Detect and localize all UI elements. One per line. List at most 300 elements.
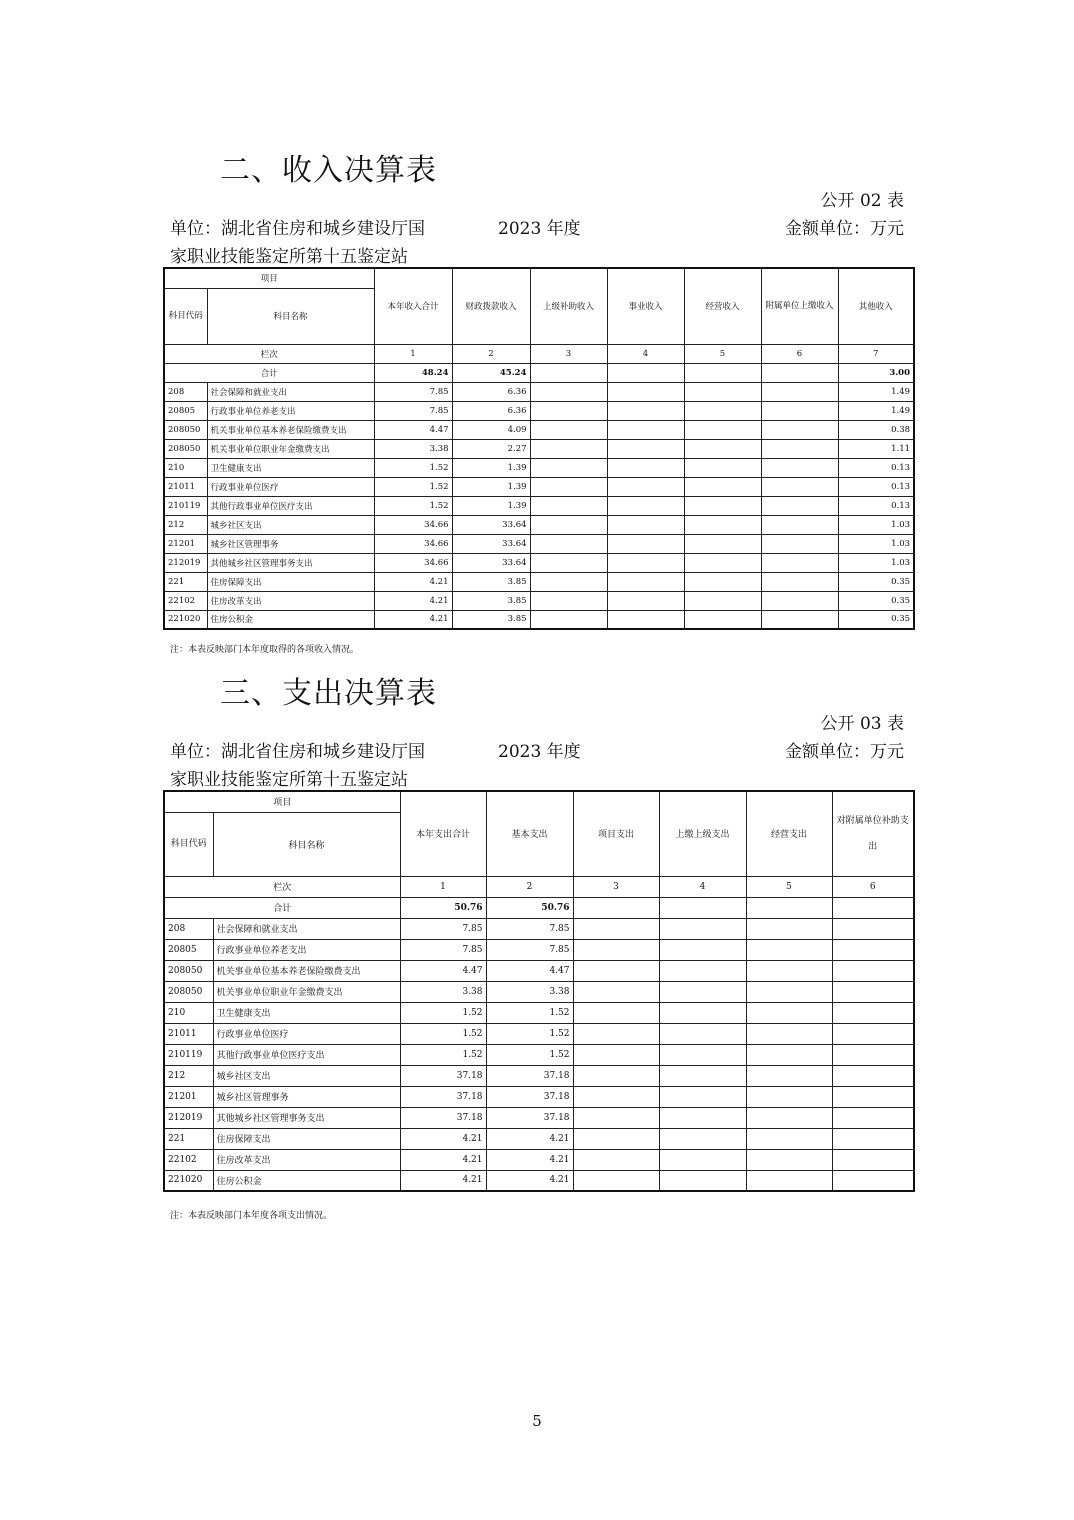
subject-name: 住房保障支出	[207, 572, 374, 591]
subject-name: 住房改革支出	[213, 1149, 400, 1170]
amount-cell	[746, 1170, 832, 1191]
amount-cell: 4.21	[486, 1149, 573, 1170]
amount-cell: 1.52	[486, 1023, 573, 1044]
amount-cell	[746, 1044, 832, 1065]
income-header-item: 项目	[164, 268, 374, 288]
amount-cell	[573, 1170, 659, 1191]
amount-cell	[530, 515, 607, 534]
table-row	[164, 534, 914, 553]
income-total-value: 3.00	[838, 363, 914, 382]
amount-cell	[746, 1107, 832, 1128]
amount-cell: 1.03	[838, 515, 914, 534]
expense-header-col: 本年支出合计	[400, 791, 486, 876]
amount-cell: 37.18	[400, 1086, 486, 1107]
amount-cell: 37.18	[486, 1086, 573, 1107]
amount-cell	[530, 458, 607, 477]
amount-cell: 1.52	[374, 458, 452, 477]
amount-cell	[659, 1107, 746, 1128]
amount-cell: 34.66	[374, 515, 452, 534]
table-row	[164, 477, 914, 496]
amount-cell	[659, 960, 746, 981]
amount-cell	[684, 401, 761, 420]
income-unit-line2: 家职业技能鉴定所第十五鉴定站	[170, 247, 408, 267]
amount-cell	[607, 515, 684, 534]
amount-cell: 4.21	[374, 610, 452, 629]
subject-name: 城乡社区支出	[213, 1065, 400, 1086]
amount-cell	[607, 439, 684, 458]
subject-code: 20805	[164, 401, 207, 420]
subject-code: 20805	[164, 939, 213, 960]
subject-name: 其他城乡社区管理事务支出	[207, 553, 374, 572]
amount-cell	[573, 1149, 659, 1170]
amount-cell: 1.03	[838, 534, 914, 553]
amount-cell	[746, 981, 832, 1002]
expense-col-number: 2	[486, 876, 573, 897]
table-row	[164, 1086, 914, 1107]
amount-cell	[530, 553, 607, 572]
expense-rows	[164, 918, 914, 1191]
amount-cell: 3.38	[374, 439, 452, 458]
table-row	[164, 1065, 914, 1086]
expense-header-name: 科目名称	[213, 812, 400, 876]
amount-cell	[573, 1044, 659, 1065]
table-row	[164, 515, 914, 534]
table-row	[164, 960, 914, 981]
expense-col-number: 3	[573, 876, 659, 897]
subject-name: 机关事业单位基本养老保险缴费支出	[213, 960, 400, 981]
amount-cell	[761, 382, 838, 401]
amount-cell	[761, 591, 838, 610]
amount-cell: 3.85	[452, 610, 530, 629]
table-row	[164, 939, 914, 960]
amount-cell	[761, 401, 838, 420]
subject-code: 208050	[164, 420, 207, 439]
amount-cell: 3.38	[486, 981, 573, 1002]
amount-cell: 33.64	[452, 553, 530, 572]
amount-cell	[659, 981, 746, 1002]
expense-unit-line1: 单位：湖北省住房和城乡建设厅国	[170, 742, 425, 762]
income-header-col: 财政拨款收入	[452, 268, 530, 344]
subject-name: 住房改革支出	[207, 591, 374, 610]
subject-name: 卫生健康支出	[207, 458, 374, 477]
amount-cell	[530, 572, 607, 591]
amount-cell	[659, 1149, 746, 1170]
income-form-number: 公开 02 表	[820, 191, 904, 211]
amount-cell	[761, 572, 838, 591]
amount-cell	[746, 1002, 832, 1023]
amount-cell: 1.52	[400, 1023, 486, 1044]
amount-cell	[573, 1023, 659, 1044]
income-header-col: 本年收入合计	[374, 268, 452, 344]
amount-cell: 1.52	[486, 1044, 573, 1065]
amount-cell	[761, 477, 838, 496]
amount-cell	[832, 1170, 914, 1191]
amount-cell	[832, 1107, 914, 1128]
amount-cell: 0.13	[838, 496, 914, 515]
amount-cell	[832, 1023, 914, 1044]
amount-cell	[746, 1128, 832, 1149]
amount-cell	[684, 477, 761, 496]
amount-cell: 7.85	[400, 918, 486, 939]
amount-cell	[607, 420, 684, 439]
amount-cell	[530, 477, 607, 496]
amount-cell	[607, 534, 684, 553]
amount-cell	[573, 981, 659, 1002]
amount-cell: 37.18	[400, 1107, 486, 1128]
amount-cell	[761, 515, 838, 534]
amount-cell	[607, 572, 684, 591]
amount-cell	[684, 610, 761, 629]
amount-cell: 33.64	[452, 534, 530, 553]
amount-cell: 4.21	[374, 572, 452, 591]
amount-cell	[684, 572, 761, 591]
expense-note: 注：本表反映部门本年度各项支出情况。	[170, 1211, 333, 1221]
amount-cell: 37.18	[400, 1065, 486, 1086]
income-header-col: 事业收入	[607, 268, 684, 344]
subject-code: 21011	[164, 1023, 213, 1044]
amount-cell	[607, 382, 684, 401]
expense-col-number: 6	[832, 876, 914, 897]
income-total-value: 45.24	[452, 363, 530, 382]
subject-code: 221	[164, 1128, 213, 1149]
amount-cell: 34.66	[374, 553, 452, 572]
amount-cell	[607, 458, 684, 477]
amount-cell	[684, 496, 761, 515]
table-row	[164, 1002, 914, 1023]
income-header-col: 经营收入	[684, 268, 761, 344]
table-row	[164, 458, 914, 477]
subject-name: 城乡社区管理事务	[207, 534, 374, 553]
amount-cell	[832, 1065, 914, 1086]
subject-name: 住房公积金	[213, 1170, 400, 1191]
expense-total-value	[746, 897, 832, 918]
income-total-value	[684, 363, 761, 382]
subject-name: 其他行政事业单位医疗支出	[207, 496, 374, 515]
amount-cell: 3.38	[400, 981, 486, 1002]
expense-header-col: 对附属单位补助支出	[832, 791, 914, 876]
amount-cell	[659, 1023, 746, 1044]
income-title: 二、收入决算表	[220, 153, 437, 188]
amount-cell	[761, 458, 838, 477]
expense-total-value: 50.76	[400, 897, 486, 918]
subject-code: 221	[164, 572, 207, 591]
amount-cell	[684, 382, 761, 401]
amount-cell	[607, 401, 684, 420]
amount-cell: 1.03	[838, 553, 914, 572]
subject-name: 卫生健康支出	[213, 1002, 400, 1023]
amount-cell: 4.21	[400, 1128, 486, 1149]
subject-name: 城乡社区管理事务	[213, 1086, 400, 1107]
amount-cell: 4.21	[400, 1170, 486, 1191]
subject-code: 210119	[164, 1044, 213, 1065]
subject-name: 机关事业单位职业年金缴费支出	[207, 439, 374, 458]
amount-cell	[832, 960, 914, 981]
income-total-value	[530, 363, 607, 382]
amount-cell	[761, 496, 838, 515]
subject-code: 208050	[164, 981, 213, 1002]
amount-cell	[659, 1002, 746, 1023]
amount-cell	[659, 939, 746, 960]
subject-code: 208	[164, 382, 207, 401]
amount-cell	[746, 1086, 832, 1107]
income-col-number: 4	[607, 344, 684, 363]
table-row	[164, 610, 914, 629]
subject-name: 其他行政事业单位医疗支出	[213, 1044, 400, 1065]
table-row	[164, 1149, 914, 1170]
amount-cell	[659, 1086, 746, 1107]
subject-name: 社会保障和就业支出	[207, 382, 374, 401]
income-year: 2023 年度	[498, 219, 581, 239]
subject-name: 社会保障和就业支出	[213, 918, 400, 939]
amount-cell	[607, 610, 684, 629]
expense-total-value	[832, 897, 914, 918]
amount-cell	[530, 496, 607, 515]
amount-cell: 1.52	[374, 496, 452, 515]
income-rows	[164, 382, 914, 629]
amount-cell	[746, 918, 832, 939]
amount-cell: 0.38	[838, 420, 914, 439]
amount-cell	[573, 1086, 659, 1107]
table-row	[164, 1023, 914, 1044]
income-header-name: 科目名称	[207, 288, 374, 344]
subject-name: 行政事业单位养老支出	[207, 401, 374, 420]
amount-cell	[684, 553, 761, 572]
income-total-label: 合计	[164, 363, 374, 382]
subject-code: 210	[164, 1002, 213, 1023]
amount-cell	[659, 1128, 746, 1149]
amount-cell: 7.85	[374, 382, 452, 401]
amount-cell: 33.64	[452, 515, 530, 534]
table-row	[164, 401, 914, 420]
amount-cell: 1.49	[838, 401, 914, 420]
table-row	[164, 1107, 914, 1128]
subject-name: 机关事业单位基本养老保险缴费支出	[207, 420, 374, 439]
subject-code: 22102	[164, 591, 207, 610]
income-amount-unit: 金额单位：万元	[785, 219, 904, 239]
amount-cell	[832, 1128, 914, 1149]
amount-cell	[659, 1044, 746, 1065]
amount-cell	[573, 939, 659, 960]
amount-cell: 3.85	[452, 572, 530, 591]
amount-cell	[530, 610, 607, 629]
amount-cell	[573, 1002, 659, 1023]
amount-cell	[761, 610, 838, 629]
amount-cell	[530, 420, 607, 439]
amount-cell: 1.52	[486, 1002, 573, 1023]
amount-cell: 0.35	[838, 572, 914, 591]
expense-col-number: 5	[746, 876, 832, 897]
subject-name: 行政事业单位医疗	[213, 1023, 400, 1044]
amount-cell: 0.35	[838, 610, 914, 629]
expense-header-code: 科目代码	[164, 812, 213, 876]
amount-cell: 7.85	[486, 918, 573, 939]
amount-cell: 4.47	[486, 960, 573, 981]
table-row	[164, 439, 914, 458]
income-col-number: 7	[838, 344, 914, 363]
table-row	[164, 1128, 914, 1149]
amount-cell: 1.11	[838, 439, 914, 458]
amount-cell	[684, 439, 761, 458]
amount-cell: 1.39	[452, 477, 530, 496]
income-col-number: 5	[684, 344, 761, 363]
amount-cell	[659, 1170, 746, 1191]
subject-code: 221020	[164, 610, 207, 629]
table-row	[164, 1170, 914, 1191]
amount-cell	[573, 1065, 659, 1086]
amount-cell: 3.85	[452, 591, 530, 610]
amount-cell	[530, 591, 607, 610]
amount-cell: 7.85	[400, 939, 486, 960]
amount-cell	[832, 1149, 914, 1170]
amount-cell: 1.39	[452, 458, 530, 477]
subject-name: 住房公积金	[207, 610, 374, 629]
expense-header-item: 项目	[164, 791, 400, 812]
amount-cell	[573, 960, 659, 981]
amount-cell: 0.35	[838, 591, 914, 610]
amount-cell	[832, 918, 914, 939]
subject-code: 21201	[164, 534, 207, 553]
amount-cell	[832, 939, 914, 960]
expense-table	[163, 790, 915, 1192]
expense-header-col: 基本支出	[486, 791, 573, 876]
income-col-number: 1	[374, 344, 452, 363]
expense-col-number: 4	[659, 876, 746, 897]
expense-year: 2023 年度	[498, 742, 581, 762]
expense-header-col: 上缴上级支出	[659, 791, 746, 876]
amount-cell	[684, 458, 761, 477]
amount-cell	[746, 939, 832, 960]
amount-cell	[684, 515, 761, 534]
amount-cell	[761, 534, 838, 553]
amount-cell	[607, 477, 684, 496]
table-row	[164, 981, 914, 1002]
amount-cell: 6.36	[452, 382, 530, 401]
amount-cell	[607, 496, 684, 515]
expense-unit-line2: 家职业技能鉴定所第十五鉴定站	[170, 770, 408, 790]
subject-name: 机关事业单位职业年金缴费支出	[213, 981, 400, 1002]
amount-cell: 34.66	[374, 534, 452, 553]
amount-cell	[659, 1065, 746, 1086]
amount-cell: 4.47	[374, 420, 452, 439]
amount-cell: 0.13	[838, 458, 914, 477]
amount-cell	[832, 1002, 914, 1023]
amount-cell: 1.52	[400, 1044, 486, 1065]
income-header-code: 科目代码	[164, 288, 207, 344]
amount-cell: 1.39	[452, 496, 530, 515]
amount-cell	[684, 591, 761, 610]
table-row	[164, 572, 914, 591]
amount-cell: 0.13	[838, 477, 914, 496]
amount-cell	[746, 1149, 832, 1170]
amount-cell	[573, 1128, 659, 1149]
amount-cell	[746, 1023, 832, 1044]
amount-cell: 1.49	[838, 382, 914, 401]
expense-amount-unit: 金额单位：万元	[785, 742, 904, 762]
table-row	[164, 918, 914, 939]
income-header-col: 其他收入	[838, 268, 914, 344]
amount-cell	[761, 420, 838, 439]
expense-title: 三、支出决算表	[220, 676, 437, 711]
amount-cell	[659, 918, 746, 939]
subject-code: 212019	[164, 553, 207, 572]
subject-code: 212	[164, 515, 207, 534]
amount-cell	[746, 1065, 832, 1086]
amount-cell	[684, 420, 761, 439]
expense-total-value	[573, 897, 659, 918]
income-total-value	[761, 363, 838, 382]
amount-cell: 7.85	[486, 939, 573, 960]
income-note: 注：本表反映部门本年度取得的各项收入情况。	[170, 645, 360, 655]
subject-code: 210119	[164, 496, 207, 515]
table-row	[164, 420, 914, 439]
income-total-value: 48.24	[374, 363, 452, 382]
subject-name: 住房保障支出	[213, 1128, 400, 1149]
amount-cell	[530, 439, 607, 458]
income-header-col: 附属单位上缴收入	[761, 268, 838, 344]
amount-cell	[684, 534, 761, 553]
expense-total-value: 50.76	[486, 897, 573, 918]
income-col-number: 3	[530, 344, 607, 363]
amount-cell: 1.52	[374, 477, 452, 496]
amount-cell	[832, 981, 914, 1002]
amount-cell	[530, 401, 607, 420]
amount-cell	[607, 591, 684, 610]
expense-form-number: 公开 03 表	[820, 714, 904, 734]
amount-cell: 6.36	[452, 401, 530, 420]
amount-cell: 4.21	[400, 1149, 486, 1170]
subject-name: 城乡社区支出	[207, 515, 374, 534]
amount-cell: 7.85	[374, 401, 452, 420]
subject-code: 208	[164, 918, 213, 939]
expense-total-value	[659, 897, 746, 918]
subject-name: 行政事业单位养老支出	[213, 939, 400, 960]
amount-cell	[607, 553, 684, 572]
amount-cell: 4.09	[452, 420, 530, 439]
table-row	[164, 1044, 914, 1065]
amount-cell	[573, 918, 659, 939]
income-unit-line1: 单位：湖北省住房和城乡建设厅国	[170, 219, 425, 239]
table-row	[164, 382, 914, 401]
table-row	[164, 496, 914, 515]
subject-name: 其他城乡社区管理事务支出	[213, 1107, 400, 1128]
expense-header-col: 项目支出	[573, 791, 659, 876]
amount-cell	[573, 1107, 659, 1128]
expense-lanci-label: 栏次	[164, 876, 400, 897]
amount-cell	[832, 1086, 914, 1107]
table-row	[164, 591, 914, 610]
amount-cell: 4.21	[486, 1170, 573, 1191]
amount-cell: 37.18	[486, 1065, 573, 1086]
amount-cell: 4.21	[374, 591, 452, 610]
subject-code: 208050	[164, 960, 213, 981]
amount-cell: 37.18	[486, 1107, 573, 1128]
subject-code: 212019	[164, 1107, 213, 1128]
table-row	[164, 553, 914, 572]
amount-cell: 2.27	[452, 439, 530, 458]
subject-code: 21011	[164, 477, 207, 496]
expense-total-label: 合计	[164, 897, 400, 918]
amount-cell	[746, 960, 832, 981]
amount-cell	[761, 439, 838, 458]
amount-cell	[761, 553, 838, 572]
subject-code: 210	[164, 458, 207, 477]
amount-cell	[530, 382, 607, 401]
expense-header-col: 经营支出	[746, 791, 832, 876]
subject-code: 208050	[164, 439, 207, 458]
amount-cell: 4.21	[486, 1128, 573, 1149]
income-col-number: 6	[761, 344, 838, 363]
income-col-number: 2	[452, 344, 530, 363]
